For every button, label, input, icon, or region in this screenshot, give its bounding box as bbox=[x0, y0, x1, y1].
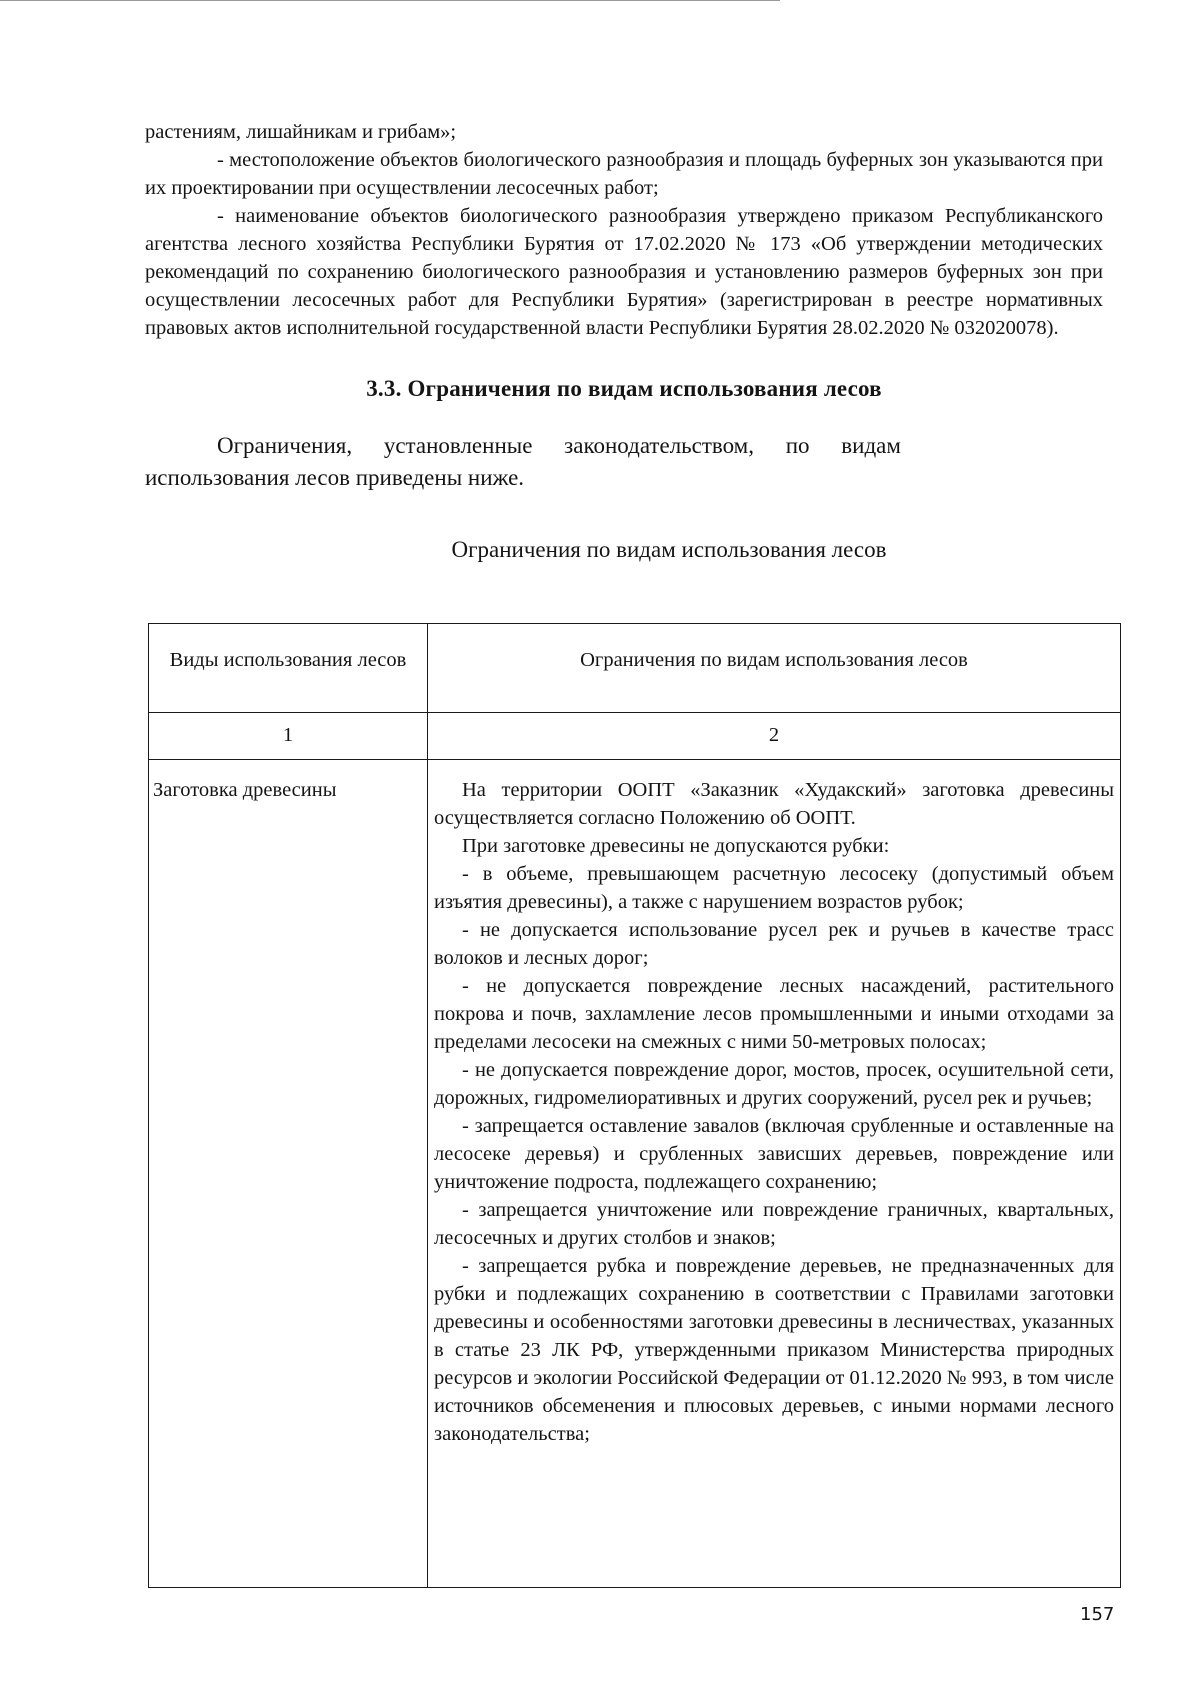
section-intro-line2: использования лесов приведены ниже. bbox=[145, 465, 525, 490]
section-heading: 3.3. Ограничения по видам использования лесов bbox=[366, 376, 882, 401]
usage-type-cell: Заготовка древесины bbox=[149, 760, 428, 1588]
section-intro-line1: Ограничения, установленные законодательством, по видам bbox=[217, 433, 901, 458]
table-number-row bbox=[149, 713, 1121, 760]
column-number-2: 2 bbox=[428, 713, 1121, 760]
restriction-item: - не допускается повреждение дорог, мостов, просек, осушительной сети, дорожных, гидромелиоративных и других сооружений, русел рек и ручьев; bbox=[434, 1059, 1114, 1109]
restriction-item: - не допускается повреждение лесных насаждений, растительного покрова и почв, захламление лесов промышленными и иными отходами за пределами лесосеки на смежных с ними 50-метровых полосах; bbox=[434, 975, 1114, 1053]
page-number: 157 bbox=[1080, 1604, 1115, 1625]
restriction-item: - в объеме, превышающем расчетную лесосеку (допустимый объем изъятия древесины), а также с нарушением возрастов рубок; bbox=[434, 863, 1114, 913]
restrictions-cell bbox=[428, 760, 1121, 1588]
paragraph-continuation: растениям, лишайникам и грибам»; bbox=[145, 121, 457, 143]
column-number-1: 1 bbox=[149, 713, 428, 760]
document-body bbox=[145, 118, 1103, 594]
table-header-row bbox=[149, 624, 1121, 713]
table-caption: Ограничения по видам использования лесов bbox=[451, 537, 887, 562]
restrictions-table bbox=[148, 623, 1121, 1588]
restriction-item: - запрещается оставление завалов (включая срубленные и оставленные на лесосеке деревья) и срубленных зависших деревьев, повреждение или уничтожение подроста, подлежащего сохранению; bbox=[434, 1115, 1114, 1193]
restriction-item: - запрещается уничтожение или повреждение граничных, квартальных, лесосечных и других столбов и знаков; bbox=[434, 1199, 1114, 1249]
restriction-paragraph: На территории ООПТ «Заказник «Худакский» заготовка древесины осуществляется согласно Положению об ООПТ. bbox=[434, 779, 1114, 829]
restriction-paragraph: При заготовке древесины не допускаются рубки: bbox=[462, 835, 890, 857]
restriction-item: - запрещается рубка и повреждение деревьев, не предназначенных для рубки и подлежащих сохранению в соответствии с Правилами заготовки древесины и особенностями заготовки древесины в лесничествах, указанных в статье 23 ЛК РФ, утвержденными приказом Министерства природных ресурсов и экологии Российской Федерации от 01.12.2020 № 993, в том числе источников обсеменения и плюсовых деревьев, с иными нормами лесного законодательства; bbox=[434, 1255, 1114, 1445]
header-cell-usage-type: Виды использования лесов bbox=[149, 624, 428, 713]
paragraph-biodiversity-location: - местоположение объектов биологического разнообразия и площадь буферных зон указываются при их проектировании при осуществлении лесосечных работ; bbox=[145, 149, 1103, 199]
table-row bbox=[149, 760, 1121, 1588]
restriction-item: - не допускается использование русел рек и ручьев в качестве трасс волоков и лесных дорог; bbox=[434, 919, 1114, 969]
paragraph-biodiversity-order: - наименование объектов биологического разнообразия утверждено приказом Республиканского агентства лесного хозяйства Республики Бурятия от 17.02.2020 № 173 «Об утверждении методических рекомендаций по сохранению биологического разнообразия и установлению размеров буферных зон при осуществлении лесосечных работ для Республики Бурятия» (зарегистрирован в реестре нормативных правовых актов исполнительной государственной власти Республики Бурятия 28.02.2020 № 032020078). bbox=[145, 205, 1103, 339]
scan-edge-line bbox=[0, 0, 780, 1]
header-cell-restrictions: Ограничения по видам использования лесов bbox=[428, 624, 1121, 713]
